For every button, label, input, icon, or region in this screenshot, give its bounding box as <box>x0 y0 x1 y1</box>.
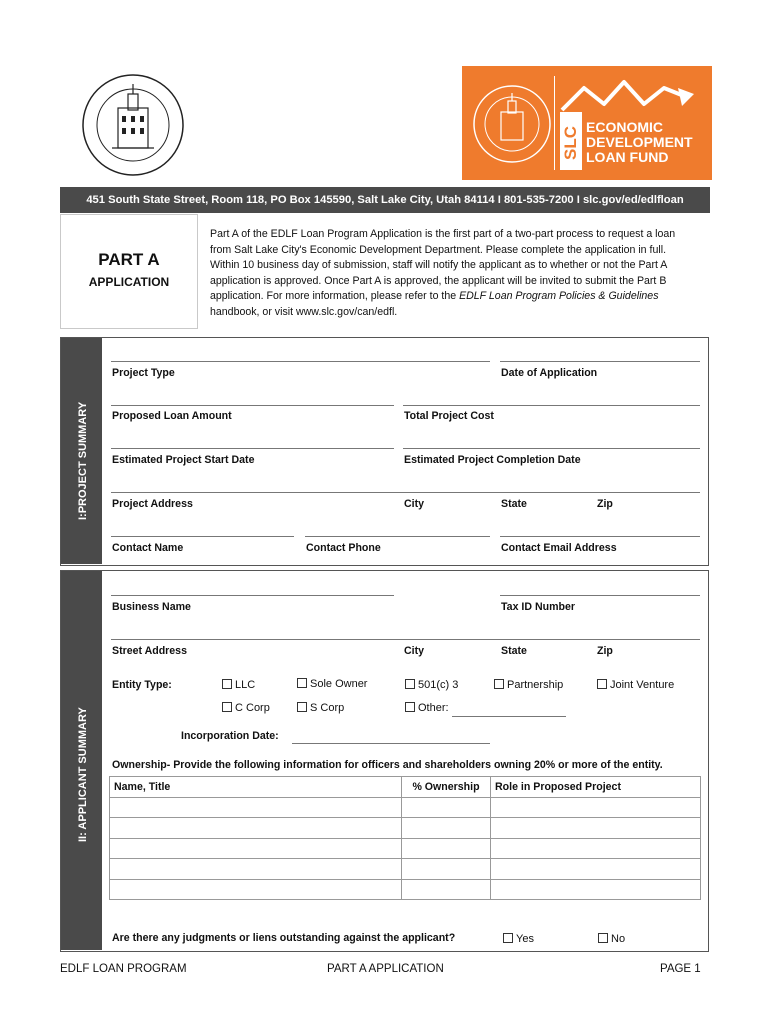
incorporation-date-field[interactable] <box>292 743 490 744</box>
tax-id-field[interactable] <box>500 595 700 596</box>
growth-arrow-icon <box>560 74 700 116</box>
table-header: % Ownership <box>402 777 491 798</box>
footer-center: PART A APPLICATION <box>327 963 444 975</box>
checkbox-other[interactable] <box>405 702 449 714</box>
entity-type-label: Entity Type: <box>112 679 172 691</box>
footer-right: PAGE 1 <box>660 963 701 975</box>
section-label: I:PROJECT SUMMARY <box>77 401 89 520</box>
checkbox-label: S Corp <box>310 702 345 714</box>
business-name-field[interactable] <box>111 595 394 596</box>
address-bar: 451 South State Street, Room 118, PO Box 145590, Salt Lake City, Utah 84114 I 801-535-7200 I slc.gov/ed/edlfloan <box>60 187 710 213</box>
table-row[interactable] <box>110 879 701 900</box>
intro-text-end: handbook, or visit www.slc.gov/can/edfl. <box>210 305 398 318</box>
table-header-row <box>110 777 701 798</box>
contact-email-label: Contact Email Address <box>501 542 617 554</box>
incorporation-date-label: Incorporation Date: <box>181 730 279 742</box>
ownership-note: Ownership- Provide the following information for officers and shareholders owning 20% or more of the entity. <box>112 759 663 771</box>
checkbox-icon <box>297 678 307 688</box>
proposed-loan-amount-label: Proposed Loan Amount <box>112 410 232 422</box>
part-box <box>60 214 198 329</box>
checkbox-yes[interactable] <box>503 933 534 945</box>
checkbox-no[interactable] <box>598 933 625 945</box>
part-title: PART A <box>98 250 160 269</box>
zip-label: Zip <box>597 645 613 657</box>
completion-date-field[interactable] <box>403 448 700 449</box>
checkbox-joint-venture[interactable] <box>597 679 674 691</box>
checkbox-label: No <box>611 933 626 945</box>
date-of-application-field[interactable] <box>500 361 700 362</box>
intro-text: Part A of the EDLF Loan Program Application is the first part of a two-part process to request a loan from Salt Lake City's Economic Development Department. Please complete the application in full. Within 10 business day of submission, staff will notify the applicant as to whether or not the Part A application is approved. Once Part A is approved, the applicant will be invited to submit the Part B application. For more information, please refer to the <box>210 228 676 303</box>
project-address-field[interactable] <box>111 492 700 493</box>
city-label: City <box>404 498 425 510</box>
contact-phone-field[interactable] <box>305 536 490 537</box>
tax-id-label: Tax ID Number <box>501 601 575 613</box>
intro-italic: EDLF Loan Program Policies & Guidelines <box>459 290 659 303</box>
ownership-table <box>109 776 701 900</box>
city-label: City <box>404 645 425 657</box>
checkbox-icon <box>297 702 307 712</box>
checkbox-label: Partnership <box>507 679 564 691</box>
state-label: State <box>501 645 527 657</box>
checkbox-s-corp[interactable] <box>297 702 344 714</box>
project-type-label: Project Type <box>112 367 175 379</box>
checkbox-label: LLC <box>235 679 256 691</box>
seal-icon <box>470 74 554 174</box>
city-seal-logo <box>78 70 188 180</box>
contact-phone-label: Contact Phone <box>306 542 381 554</box>
checkbox-icon <box>597 679 607 689</box>
checkbox-label: C Corp <box>235 702 270 714</box>
contact-name-field[interactable] <box>111 536 294 537</box>
project-type-field[interactable] <box>111 361 490 362</box>
start-date-field[interactable] <box>111 448 394 449</box>
slc-badge: SLC <box>560 112 582 170</box>
project-address-label: Project Address <box>112 498 193 510</box>
logo-line: ECONOMIC <box>586 119 663 135</box>
proposed-loan-amount-field[interactable] <box>111 405 394 406</box>
part-subtitle: APPLICATION <box>88 275 170 289</box>
checkbox-icon <box>503 933 513 943</box>
logo-line: LOAN FUND <box>586 149 669 165</box>
table-row[interactable] <box>110 797 701 818</box>
checkbox-partnership[interactable] <box>494 679 563 691</box>
footer-left: EDLF LOAN PROGRAM <box>60 963 187 975</box>
other-entity-field[interactable] <box>452 716 566 717</box>
zip-label: Zip <box>597 498 613 510</box>
checkbox-llc[interactable] <box>222 679 255 691</box>
business-name-label: Business Name <box>112 601 191 613</box>
contact-email-field[interactable] <box>500 536 700 537</box>
state-label: State <box>501 498 527 510</box>
logo-wordmark <box>586 120 693 165</box>
checkbox-sole-owner[interactable] <box>297 678 367 690</box>
street-address-label: Street Address <box>112 645 187 657</box>
table-row[interactable] <box>110 859 701 880</box>
checkbox-icon <box>222 679 232 689</box>
logo-line: DEVELOPMENT <box>586 134 693 150</box>
start-date-label: Estimated Project Start Date <box>112 454 255 466</box>
checkbox-icon <box>598 933 608 943</box>
total-project-cost-label: Total Project Cost <box>404 410 494 422</box>
judgments-question: Are there any judgments or liens outstanding against the applicant? <box>112 932 456 944</box>
edlf-logo <box>462 66 712 180</box>
table-row[interactable] <box>110 838 701 859</box>
completion-date-label: Estimated Project Completion Date <box>404 454 581 466</box>
table-row[interactable] <box>110 818 701 839</box>
checkbox-label: Sole Owner <box>310 678 368 690</box>
checkbox-icon <box>405 679 415 689</box>
checkbox-label: Yes <box>516 933 534 945</box>
street-address-field[interactable] <box>111 639 700 640</box>
table-header: Name, Title <box>110 777 402 798</box>
contact-name-label: Contact Name <box>112 542 184 554</box>
table-header: Role in Proposed Project <box>491 777 701 798</box>
checkbox-icon <box>405 702 415 712</box>
section-label: II: APPLICANT SUMMARY <box>77 707 89 842</box>
checkbox-label: 501(c) 3 <box>418 679 459 691</box>
date-of-application-label: Date of Application <box>501 367 598 379</box>
checkbox-label: Joint Venture <box>610 679 675 691</box>
total-project-cost-field[interactable] <box>403 405 700 406</box>
intro-paragraph <box>210 227 690 321</box>
checkbox-501c3[interactable] <box>405 679 458 691</box>
checkbox-icon <box>222 702 232 712</box>
checkbox-c-corp[interactable] <box>222 702 270 714</box>
checkbox-icon <box>494 679 504 689</box>
checkbox-label: Other: <box>418 702 449 714</box>
